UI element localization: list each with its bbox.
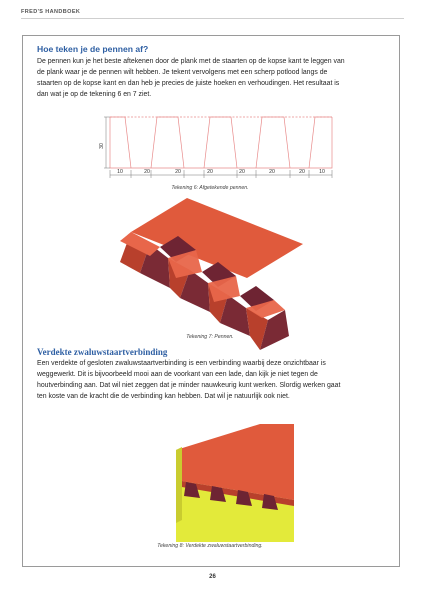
- dimension-label: 20: [299, 169, 305, 175]
- dimension-label: 20: [269, 169, 275, 175]
- height-dimension-label: 30: [99, 143, 105, 149]
- dimension-label: 10: [117, 169, 123, 175]
- paragraph-line: weggewerkt. Dit is bijvoorbeeld mooi aan de voorkant van een lade, dan kijk je niet tegen de: [37, 371, 318, 378]
- figure-7-caption: Tekening 7: Pennen.: [186, 334, 234, 340]
- page-number: 26: [209, 574, 216, 580]
- figure-6-caption: Tekening 6: Afgetekende pennen.: [171, 185, 249, 191]
- figure-8-caption: Tekening 8: Verdekte zwaluwstaartverbinding.: [157, 543, 263, 549]
- dimension-label: 20: [175, 169, 181, 175]
- dimension-label: 20: [239, 169, 245, 175]
- running-header: FRED'S HANDBOEK: [21, 9, 81, 15]
- paragraph-line: Een verdekte of gesloten zwaluwstaartverbinding is een verbinding waarbij deze onzichtbaar is: [37, 360, 326, 367]
- paragraph-line: de plank waar je de pennen wilt hebben. Je tekent vervolgens met een scherp potlood langs de: [37, 69, 328, 76]
- dimension-label: 10: [319, 169, 325, 175]
- paragraph-line: dan wat je op de tekening 6 en 7 ziet.: [37, 91, 152, 98]
- section-heading-pennen: Hoe teken je de pennen af?: [37, 44, 149, 54]
- dimension-label: 20: [144, 169, 150, 175]
- paragraph-line: De pennen kun je het beste aftekenen door de plank met de staarten op de kopse kant te leggen van: [37, 58, 345, 65]
- paragraph-line: staarten op de kopse kant en dan heb je precies de juiste hoeken en verhoudingen. Het resultaat is: [37, 80, 340, 87]
- dimension-label: 20: [207, 169, 213, 175]
- paragraph-line: houtverbinding aan. Dat wil niet zeggen dat je minder nauwkeurig kunt werken. Slordig werken gaat: [37, 382, 341, 389]
- paragraph-line: ten koste van de kracht die de verbinding kan hebben. Dat wil je natuurlijk ook niet.: [37, 393, 290, 400]
- section-heading-verdekte: Verdekte zwaluwstaartverbinding: [37, 347, 168, 357]
